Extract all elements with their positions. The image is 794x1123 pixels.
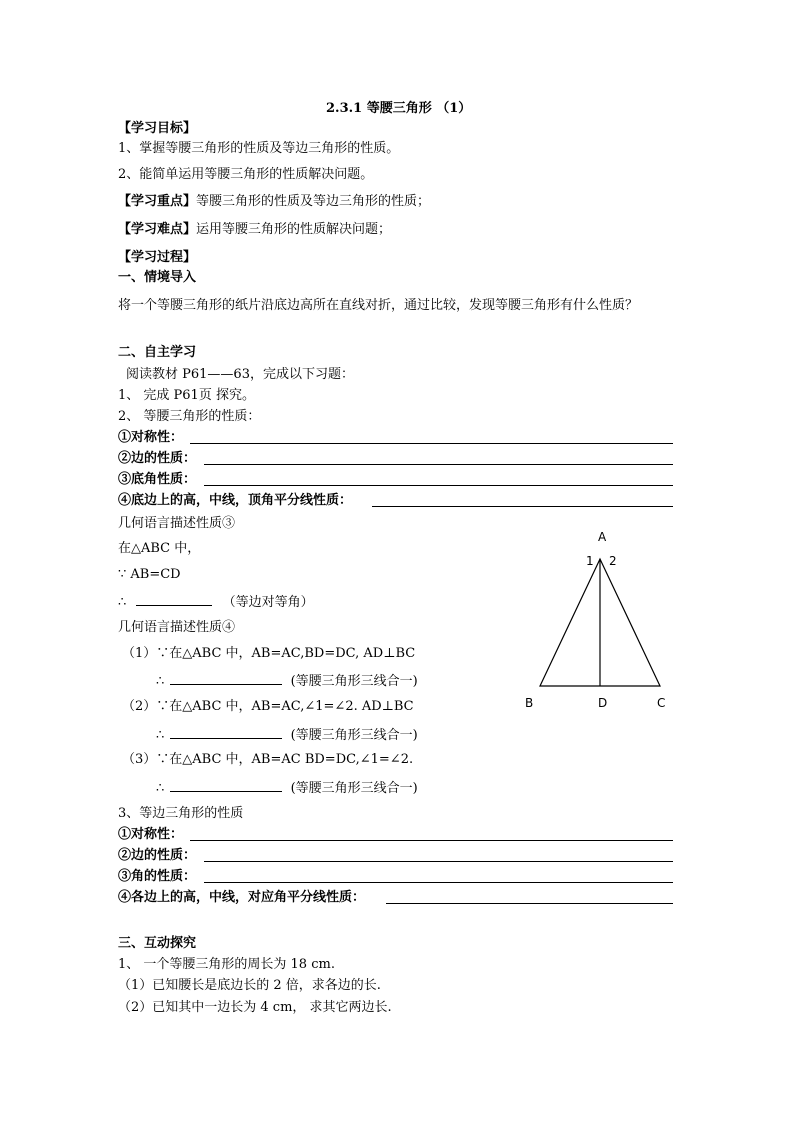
answer-line[interactable] [190,840,673,841]
prop-side-label: ②边的性质： [118,451,197,466]
section-1-heading: 一、情境导入 [118,270,197,285]
prop-symmetry-label: ①对称性： [118,430,184,445]
vertex-label-a: A [598,530,607,544]
section-2-item-3: 3、等边三角形的性质 [118,806,244,821]
key-point [118,194,430,210]
therefore-symbol: ∴ [156,674,165,689]
angle-label-1: 1 [586,554,594,568]
answer-line[interactable] [386,903,673,904]
therefore-symbol: ∴ [118,595,127,610]
prop-three-lines-label: ④底边上的高，中线，顶角平分线性质： [118,493,353,508]
angle-label-2: 2 [609,554,617,568]
process-heading: 【学习过程】 [118,250,197,265]
answer-line[interactable] [372,506,673,507]
difficulty [118,222,391,238]
geo4-reason-3: (等腰三角形三线合一) [290,781,418,796]
prop-base-angle-label: ③底角性质： [118,472,197,487]
section-2-heading: 二、自主学习 [118,345,197,360]
answer-line[interactable] [204,485,673,486]
page-title: 2.3.1 等腰三角形 （1） [326,101,472,116]
vertex-label-c: C [657,696,666,710]
answer-line[interactable] [204,861,673,862]
section-2-item-1: 1、 完成 P61页 探究。 [118,388,255,403]
geo4-reason-1: (等腰三角形三线合一) [290,674,418,689]
geo4-conclusion-3 [156,779,418,797]
eq-prop-symmetry-label: ①对称性： [118,827,184,842]
difficulty-text: 运用等腰三角形的性质解决问题； [196,222,392,237]
geo3-line-2: ∵ AB=CD [118,567,181,582]
answer-blank[interactable] [170,779,282,792]
goal-item-1: 1、掌握等腰三角形的性质及等边三角形的性质。 [118,141,400,156]
answer-blank[interactable] [170,726,282,739]
section-2-item-2: 2、 等腰三角形的性质： [118,409,261,424]
eq-prop-side-label: ②边的性质： [118,848,197,863]
geo4-reason-2: (等腰三角形三线合一) [290,728,418,743]
answer-line[interactable] [204,882,673,883]
geo4-given-2: （2）∵在△ABC 中，AB=AC,∠1=∠2. AD⊥BC [122,699,414,714]
geo3-title: 几何语言描述性质③ [118,516,236,531]
question-1b: （2）已知其中一边长为 4 cm， 求其它两边长. [118,1000,392,1015]
geo3-line-3 [118,593,314,611]
question-1a: （1）已知腰长是底边长的 2 倍，求各边的长. [118,978,381,993]
section-1-text: 将一个等腰三角形的纸片沿底边高所在直线对折，通过比较，发现等腰三角形有什么性质？ [118,298,639,313]
eq-prop-angle-label: ③角的性质： [118,869,197,884]
geo4-title: 几何语言描述性质④ [118,620,236,635]
geo3-reason: （等边对等角） [222,595,314,610]
therefore-symbol: ∴ [156,728,165,743]
geo4-conclusion-1 [156,672,418,690]
isosceles-triangle-figure [520,525,680,715]
section-2-intro: 阅读教材 P61——63，完成以下习题： [126,367,354,382]
geo4-given-1: （1）∵在△ABC 中，AB=AC,BD=DC, AD⊥BC [122,646,416,661]
key-point-label: 【学习重点】 [118,194,197,209]
geo4-given-3: （3）∵在△ABC 中，AB=AC BD=DC,∠1=∠2. [122,752,414,767]
eq-prop-three-lines-label: ④各边上的高，中线，对应角平分线性质： [118,890,366,905]
goals-heading: 【学习目标】 [118,121,197,136]
section-3-heading: 三、互动探究 [118,936,197,951]
therefore-symbol: ∴ [156,781,165,796]
answer-blank[interactable] [136,593,212,606]
goal-item-2: 2、能简单运用等腰三角形的性质解决问题。 [118,167,374,182]
geo3-line-1: 在△ABC 中， [118,541,201,556]
key-point-text: 等腰三角形的性质及等边三角形的性质； [196,194,431,209]
answer-blank[interactable] [170,672,282,685]
answer-line[interactable] [204,464,673,465]
geo4-conclusion-2 [156,726,418,744]
vertex-label-b: B [525,696,534,710]
question-1: 1、 一个等腰三角形的周长为 18 cm. [118,957,335,972]
answer-line[interactable] [190,443,673,444]
difficulty-label: 【学习难点】 [118,222,197,237]
point-label-d: D [598,696,608,710]
